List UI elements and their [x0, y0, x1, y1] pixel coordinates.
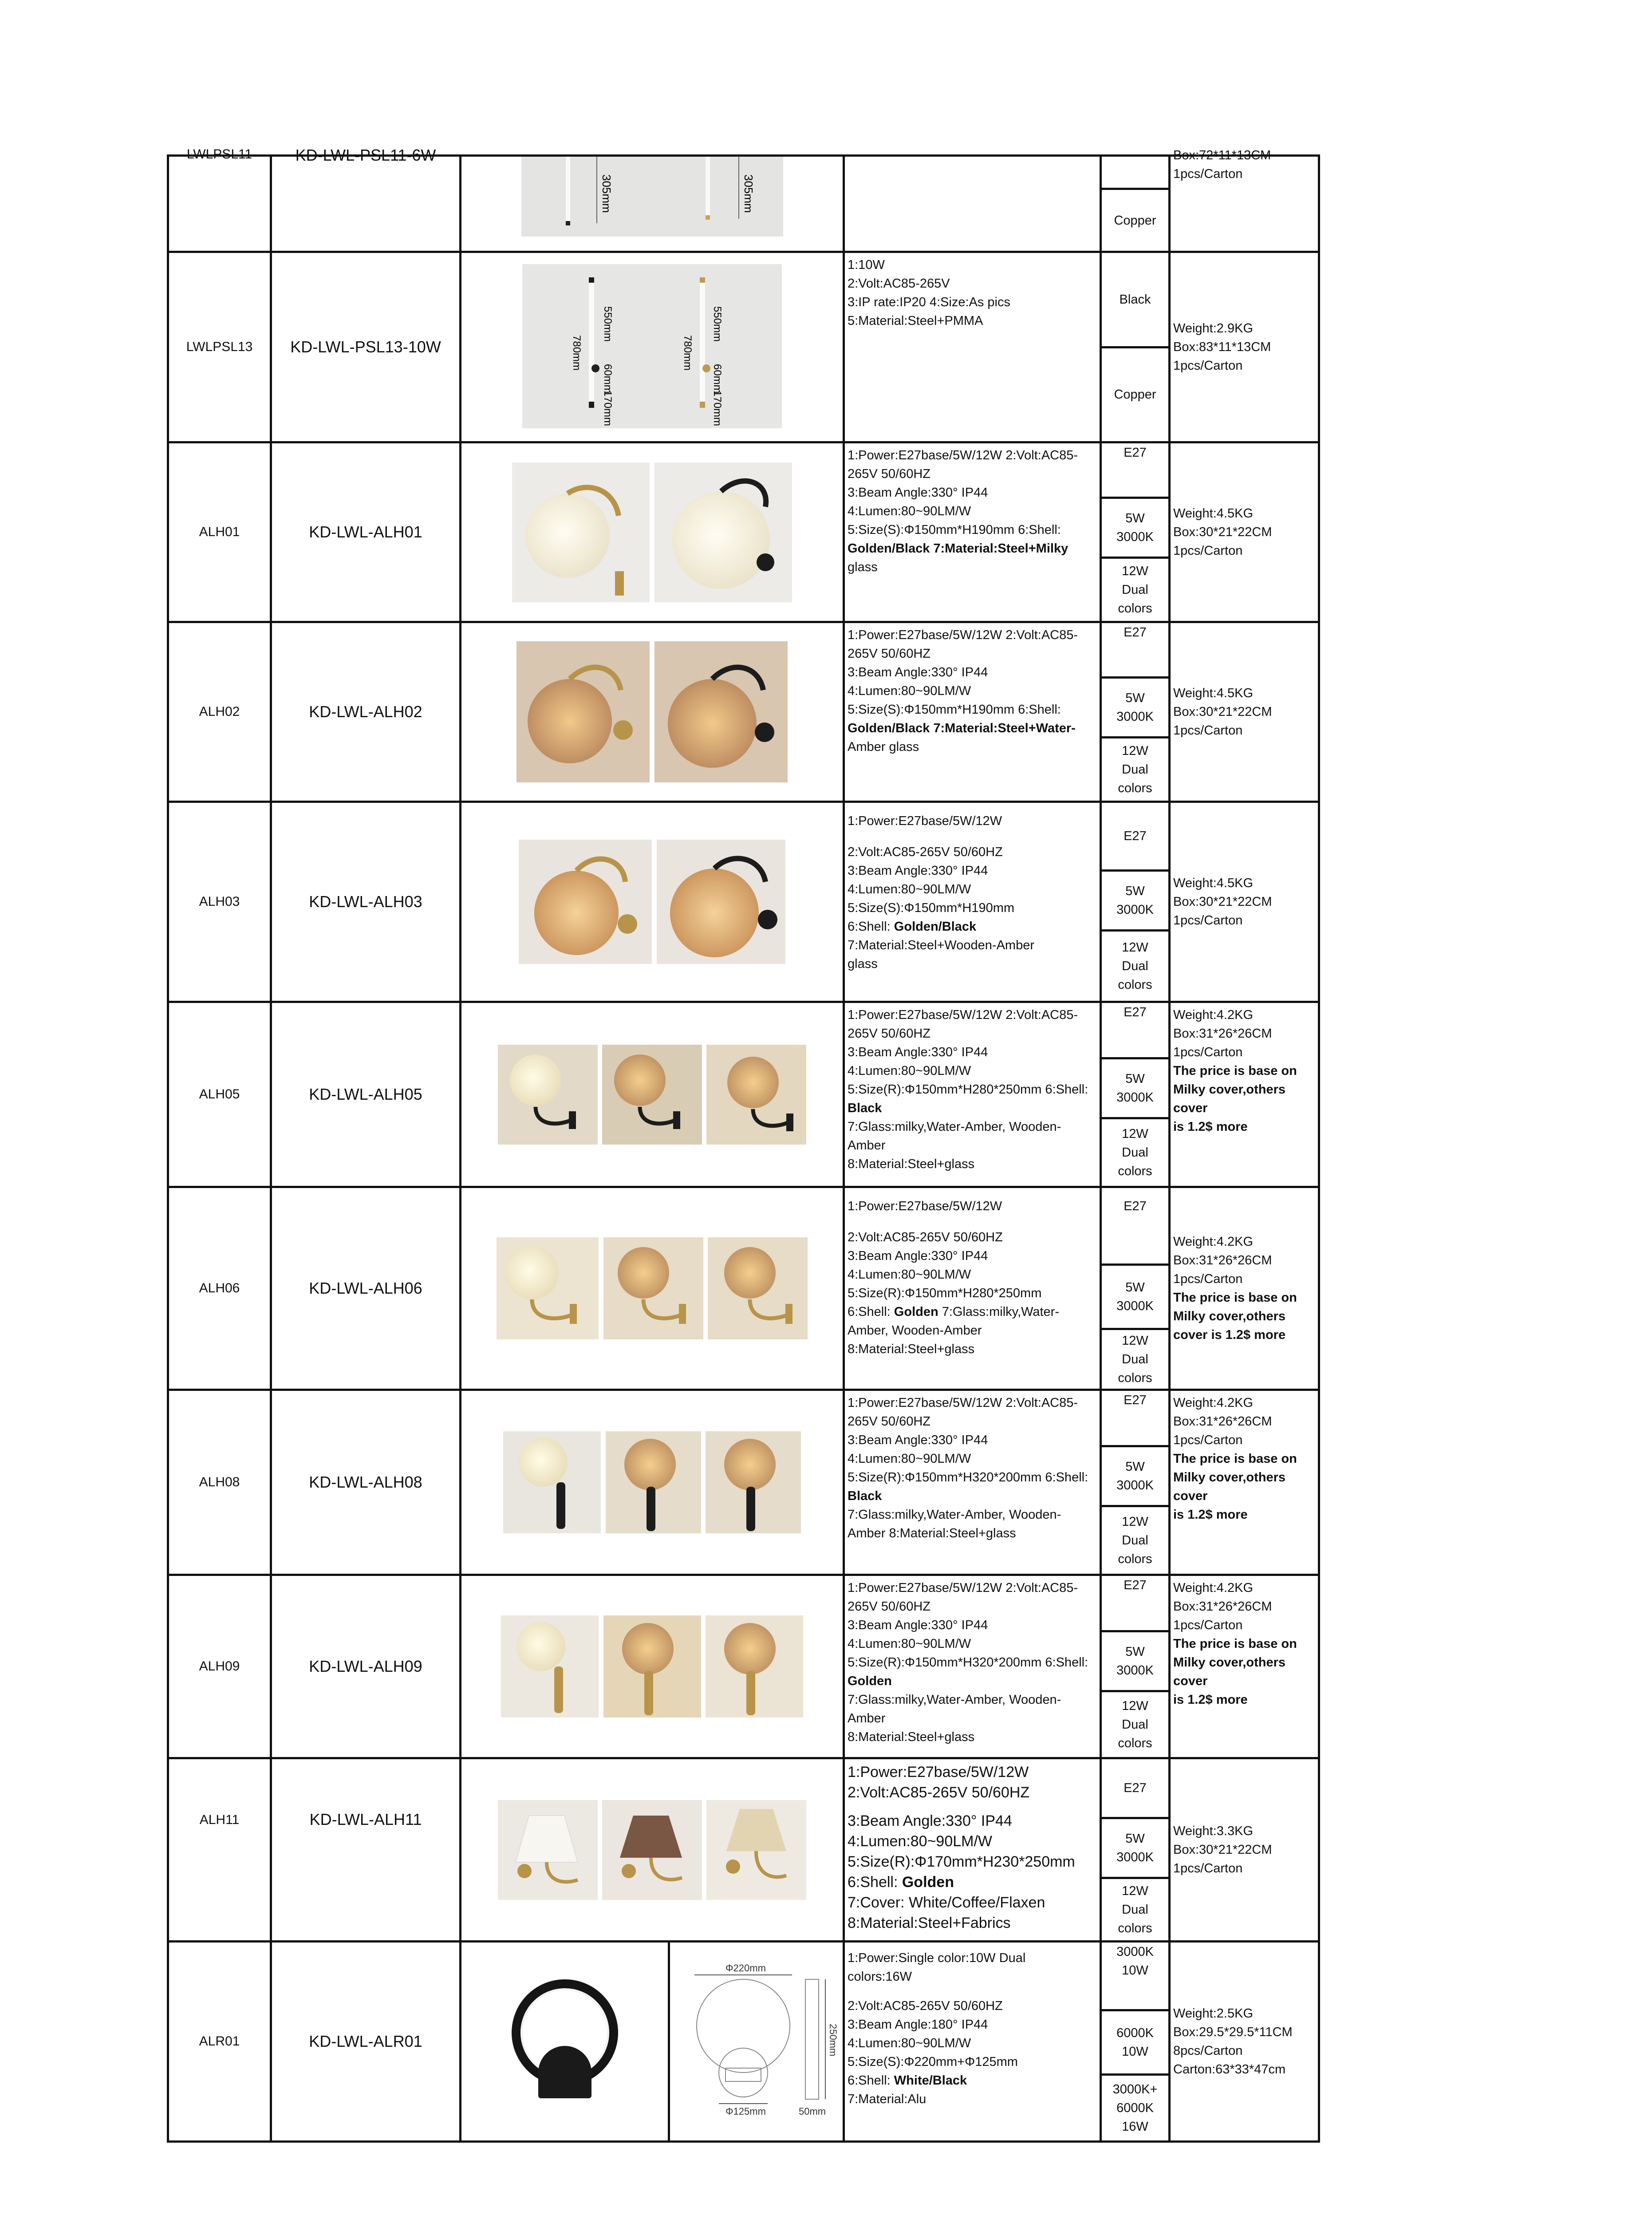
product-images [461, 1575, 844, 1758]
variant-cell: E27 [1102, 623, 1168, 679]
spec-line: 4:Lumen:80~90LM/W [848, 2036, 971, 2050]
product-row-lwlpsl13 [168, 252, 1319, 442]
packing-line: 1pcs/Carton [1173, 1861, 1243, 1875]
packing-line: Weight:4.2KG [1173, 1581, 1254, 1595]
product-specs [844, 1575, 1101, 1758]
spec-line: 1:Power:E27base/5W/12W 2:Volt:AC85- [848, 1396, 1078, 1410]
dimension-label: 250mm [827, 2024, 839, 2057]
dimension-label: 60mm [711, 363, 723, 394]
spec-line: 7:Material:Steel+Water- [930, 721, 1076, 735]
variant-cell: 12W Dual colors [1118, 744, 1152, 795]
spec-line [848, 1803, 1097, 1811]
variant-cell: 5W 3000K [1102, 1632, 1168, 1692]
product-row-alr01 [168, 1942, 1319, 2142]
variant-cell: 5W 3000K [1102, 1819, 1168, 1879]
spec-line: 3:Beam Angle:180° IP44 [848, 2018, 988, 2032]
packing-line: Carton:63*33*47cm [1173, 2062, 1286, 2077]
spec-bold: White/Black [894, 2073, 967, 2088]
product-model: KD-LWL-ALH06 [271, 1187, 461, 1390]
amber-globe-arm-lamp-photo [602, 1045, 702, 1145]
spec-line: 265V 50/60HZ [848, 1599, 931, 1614]
product-model-text: KD-LWL-PSL11-6W [295, 146, 436, 164]
price-note: Milky cover,others [1173, 1309, 1286, 1323]
product-specs [844, 1758, 1101, 1942]
spec-line: 265V 50/60HZ [848, 467, 931, 481]
product-code: LWLPSL13 [168, 252, 271, 442]
variant-cell: E27 [1102, 1188, 1168, 1266]
product-packing [1170, 1002, 1319, 1187]
spec-bold: Black [848, 1101, 882, 1115]
product-model: KD-LWL-ALH09 [271, 1575, 461, 1758]
packing-line: Weight:2.9KG [1173, 321, 1254, 336]
spec-line: 3:Beam Angle:330° IP44 [848, 1249, 988, 1263]
spec-line: 1:Power:E27base/5W/12W 2:Volt:AC85- [848, 1008, 1078, 1022]
packing-line: Box:31*26*26CM [1173, 1027, 1272, 1041]
variant-cell: E27 [1102, 1391, 1168, 1447]
product-images [461, 622, 844, 802]
spec-line: 4:Lumen:80~90LM/W [848, 882, 971, 896]
product-code: ALR01 [168, 1942, 271, 2142]
spec-line [848, 830, 1097, 843]
variant-cell: Copper [1114, 387, 1156, 402]
spec-line: 2:Volt:AC85-265V 50/60HZ [848, 1999, 1003, 2013]
spec-line: 6:Shell: [848, 2073, 894, 2088]
spec-line: 2:Volt:AC85-265V 50/60HZ [848, 1230, 1003, 1244]
product-code: ALH01 [168, 442, 271, 622]
spec-line: 8:Material:Steel+Fabrics [848, 1915, 1011, 1931]
product-images [461, 252, 844, 442]
product-images [461, 1002, 844, 1187]
packing-line: 1pcs/Carton [1173, 1618, 1243, 1632]
packing-line: Box:72*11*13CM [1173, 148, 1271, 162]
price-note: Milky cover,others cover [1173, 1655, 1286, 1688]
packing-line: Weight:4.2KG [1173, 1396, 1254, 1410]
spec-bold: Golden/Black [848, 721, 930, 735]
product-packing [1170, 1575, 1319, 1758]
product-catalog-table [167, 146, 1320, 2143]
spec-line: 3:Beam Angle:330° IP44 [848, 864, 988, 878]
product-packing [1170, 622, 1319, 802]
price-note: is 1.2$ more [1173, 1693, 1248, 1707]
product-specs [844, 156, 1101, 252]
spec-line: 5:Size(R):Φ170mm*H230*250mm [848, 1853, 1075, 1870]
amber-globe-golden-stem-lamp-photo [706, 1615, 803, 1718]
spec-line: 7:Material:Steel+Wooden-Amber [848, 938, 1034, 952]
spec-line: 8:Material:Steel+glass [848, 1730, 975, 1744]
spec-line: 1:10W [848, 258, 885, 272]
spec-line: 2:Volt:AC85-265V [848, 276, 950, 291]
spec-line: 5:Size(R):Φ150mm*H280*250mm 6:Shell: [848, 1082, 1088, 1097]
variant-cell: 3000K+ 6000K 16W [1112, 2082, 1158, 2134]
amber-globe-golden-arm-lamp-photo [708, 1237, 808, 1339]
packing-line: Box:30*21*22CM [1173, 525, 1272, 539]
variant-cell: 6000K 10W [1102, 2011, 1168, 2076]
spec-bold: Golden [848, 1674, 892, 1688]
dimension-label: 780mm [571, 335, 583, 371]
product-variants [1101, 1002, 1170, 1187]
spec-line: 3:Beam Angle:330° IP44 [848, 665, 988, 679]
spec-line: 5:Size(S):Φ150mm*H190mm [848, 901, 1015, 915]
spec-line: 8:Material:Steel+glass [848, 1157, 975, 1171]
product-variants [1101, 622, 1170, 802]
variant-cell: 12W Dual colors [1118, 940, 1152, 992]
product-code: ALH05 [168, 1002, 271, 1187]
variant-cell: E27 [1102, 1003, 1168, 1059]
product-row-alh08 [168, 1390, 1319, 1575]
milky-globe-golden-arm-lamp-photo [497, 1237, 599, 1339]
dimension-label: Φ125mm [725, 2106, 766, 2117]
product-code [168, 147, 271, 252]
variant-cell: 12W Dual colors [1118, 1334, 1152, 1385]
dimension-label: Φ220mm [725, 1962, 766, 1974]
product-images [461, 1942, 844, 2142]
dimension-label: 170mm [602, 390, 614, 426]
milky-globe-golden-stem-lamp-photo [501, 1615, 599, 1718]
spec-line: 1:Power:E27base/5W/12W 2:Volt:AC85- [848, 448, 1078, 462]
wooden-amber-globe-wall-lamp-black-photo [657, 840, 785, 964]
packing-line: Box:31*26*26CM [1173, 1599, 1272, 1614]
spec-line: 5:Size(S):Φ150mm*H190mm 6:Shell: [848, 523, 1061, 537]
dimension-label: 780mm [682, 335, 694, 371]
variant-cell: 12W Dual colors [1118, 564, 1152, 616]
spec-line: 1:Power:E27base/5W/12W [848, 1199, 1002, 1213]
variant-cell: Copper [1114, 213, 1156, 228]
spec-line: 265V 50/60HZ [848, 647, 931, 661]
product-packing [1170, 148, 1319, 252]
spec-line: 7:Glass:milky,Water-Amber, Wooden- [848, 1508, 1061, 1522]
dimension-label: 60mm [602, 363, 614, 394]
amber-globe-golden-arm-lamp-photo [603, 1237, 703, 1339]
variant-cell: E27 [1102, 443, 1168, 499]
product-packing [1170, 1942, 1319, 2142]
variant-cell: 3000K 10W [1102, 1943, 1168, 2011]
product-specs [844, 1942, 1101, 2142]
product-code-text: LWLPSL11 [186, 147, 252, 162]
product-model: KD-LWL-ALH03 [271, 802, 461, 1002]
packing-line: Weight:2.5KG [1173, 2006, 1254, 2021]
product-model: KD-LWL-ALH05 [271, 1002, 461, 1187]
product-variants [1101, 1758, 1170, 1942]
spec-line: 6:Shell: [848, 1874, 902, 1891]
dimension-label: 50mm [798, 2106, 826, 2117]
packing-line: 1pcs/Carton [1173, 167, 1243, 181]
packing-line: Box:30*21*22CM [1173, 1843, 1272, 1857]
product-packing [1170, 252, 1319, 442]
spec-line: glass [848, 560, 878, 574]
product-model: KD-LWL-ALH02 [271, 622, 461, 802]
packing-line: Weight:4.5KG [1173, 686, 1254, 700]
product-code: ALH09 [168, 1575, 271, 1758]
spec-line: Amber 8:Material:Steel+glass [848, 1526, 1016, 1540]
packing-line: Weight:4.5KG [1173, 876, 1254, 890]
dimension-label: 305mm [741, 174, 755, 213]
product-row-lwlpsl11 [168, 156, 1319, 252]
product-packing [1170, 1390, 1319, 1575]
spec-line [848, 1986, 1097, 1997]
spec-line: 5:Size(S):Φ220mm+Φ125mm [848, 2055, 1018, 2069]
variant-cell: 5W 3000K [1102, 499, 1168, 559]
spec-line: 5:Size(R):Φ150mm*H320*200mm 6:Shell: [848, 1470, 1088, 1485]
spec-line: 3:Beam Angle:330° IP44 [848, 486, 988, 500]
spec-line: 5:Size(S):Φ150mm*H190mm 6:Shell: [848, 703, 1061, 717]
amber-globe-wall-lamp-black-photo [654, 641, 788, 782]
dimension-label: 305mm [599, 174, 613, 213]
price-note: Milky cover,others cover [1173, 1082, 1286, 1115]
milky-globe-wall-lamp-golden-photo [512, 462, 650, 602]
packing-line: Box:31*26*26CM [1173, 1253, 1272, 1267]
spec-line: 3:Beam Angle:330° IP44 [848, 1618, 988, 1632]
product-variants [1101, 156, 1170, 252]
spec-line: 6:Shell: [848, 1305, 894, 1319]
spec-line: 7:Cover: White/Coffee/Flaxen [848, 1894, 1045, 1911]
milky-globe-black-stem-lamp-photo [503, 1431, 601, 1533]
spec-line: 4:Lumen:80~90LM/W [848, 1833, 993, 1850]
spec-line: 8:Material:Steel+glass [848, 1342, 975, 1356]
spec-line: 4:Lumen:80~90LM/W [848, 684, 971, 698]
product-row-alh02 [168, 622, 1319, 802]
product-code: ALH11 [168, 1758, 271, 1942]
spec-line: 4:Lumen:80~90LM/W [848, 504, 971, 518]
dimension-label: 550mm [602, 306, 614, 342]
price-note: The price is base on [1173, 1064, 1297, 1078]
spec-line: 2:Volt:AC85-265V 50/60HZ [848, 845, 1003, 859]
linear-wall-lamp-photo [521, 157, 783, 237]
variant-cell: E27 [1102, 803, 1168, 872]
product-row-alh01 [168, 442, 1319, 622]
spec-line: 7:Glass:milky,Water-Amber, Wooden- [848, 1120, 1061, 1134]
packing-line: Box:30*21*22CM [1173, 705, 1272, 719]
product-packing [1170, 1758, 1319, 1942]
spec-line: 265V 50/60HZ [848, 1027, 931, 1041]
spec-line: 3:IP rate:IP20 4:Size:As pics [848, 295, 1010, 309]
milky-globe-arm-lamp-photo [498, 1045, 598, 1145]
product-variants [1101, 1390, 1170, 1575]
amber-globe-black-stem-lamp-photo [706, 1431, 801, 1533]
packing-line: 1pcs/Carton [1173, 1272, 1243, 1286]
product-model: KD-LWL-ALR01 [271, 1942, 461, 2142]
product-images [461, 1187, 844, 1390]
spec-bold: Golden [902, 1874, 954, 1891]
product-specs [844, 1002, 1101, 1187]
spec-line: 1:Power:E27base/5W/12W [848, 814, 1002, 828]
product-images [461, 156, 844, 252]
spec-bold: Golden/Black [894, 920, 977, 934]
packing-line: 1pcs/Carton [1173, 544, 1243, 558]
spec-line: colors:16W [848, 1970, 912, 1984]
product-code: ALH03 [168, 802, 271, 1002]
price-note: The price is base on [1173, 1637, 1297, 1651]
packing-line: Box:30*21*22CM [1173, 895, 1272, 909]
packing-line: 1pcs/Carton [1173, 359, 1243, 373]
variant-cell: 12W Dual colors [1118, 1884, 1152, 1935]
product-code: ALH06 [168, 1187, 271, 1390]
spec-line: 5:Size(R):Φ150mm*H280*250mm [848, 1286, 1042, 1300]
packing-line: 1pcs/Carton [1173, 913, 1243, 928]
variant-cell: E27 [1102, 1759, 1168, 1819]
spec-line: 2:Volt:AC85-265V 50/60HZ [848, 1784, 1030, 1801]
price-note: The price is base on [1173, 1291, 1297, 1305]
product-model: KD-LWL-ALH11 [271, 1758, 461, 1942]
product-packing [1170, 442, 1319, 622]
packing-line: Weight:4.2KG [1173, 1008, 1254, 1022]
ring-wall-lamp-drawing [677, 1962, 839, 2121]
spec-line: Amber [848, 1711, 886, 1725]
product-specs [844, 1390, 1101, 1575]
linear-wall-lamp-photo [522, 264, 782, 428]
packing-line: 8pcs/Carton [1173, 2044, 1243, 2058]
spec-line: 4:Lumen:80~90LM/W [848, 1267, 971, 1282]
product-packing [1170, 1187, 1319, 1390]
product-specs [844, 252, 1101, 442]
spec-line: Amber [848, 1138, 886, 1153]
product-variants [1101, 1575, 1170, 1758]
spec-line: 6:Shell: [848, 920, 894, 934]
spec-line: 1:Power:E27base/5W/12W [848, 1764, 1029, 1781]
product-variants [1101, 802, 1170, 1002]
product-code: ALH02 [168, 622, 271, 802]
product-images [461, 1758, 844, 1942]
spec-line: 3:Beam Angle:330° IP44 [848, 1433, 988, 1447]
dimension-label: 550mm [711, 306, 723, 342]
product-code: ALH08 [168, 1390, 271, 1575]
amber-globe-black-stem-lamp-photo [606, 1431, 701, 1533]
variant-cell: 12W Dual colors [1118, 1127, 1152, 1178]
variant-cell: Black [1102, 253, 1168, 348]
product-row-alh03 [168, 802, 1319, 1002]
product-row-alh06 [168, 1187, 1319, 1390]
amber-globe-wall-lamp-golden-photo [516, 641, 650, 782]
spec-bold: Golden [894, 1305, 938, 1319]
product-variants [1101, 442, 1170, 622]
price-note: is 1.2$ more [1173, 1508, 1248, 1522]
spec-line: 7:Material:Steel+Milky [930, 541, 1068, 556]
packing-line: Box:29.5*29.5*11CM [1173, 2025, 1293, 2039]
spec-line: 4:Lumen:80~90LM/W [848, 1637, 971, 1651]
variant-cell: E27 [1102, 1576, 1168, 1632]
spec-line: 4:Lumen:80~90LM/W [848, 1064, 971, 1078]
dimension-label: 170mm [711, 390, 723, 426]
price-note: Milky cover,others cover [1173, 1470, 1286, 1503]
product-variants [1101, 1187, 1170, 1390]
product-row-alh11 [168, 1758, 1319, 1942]
product-row-alh09 [168, 1575, 1319, 1758]
spec-line: 1:Power:Single color:10W Dual [848, 1951, 1026, 1965]
packing-line: 1pcs/Carton [1173, 1433, 1243, 1447]
spec-line: 265V 50/60HZ [848, 1414, 931, 1429]
packing-line: Box:83*11*13CM [1173, 340, 1271, 354]
product-specs [844, 442, 1101, 622]
ring-wall-lamp-photo [507, 1970, 623, 2112]
price-note: cover is 1.2$ more [1173, 1328, 1286, 1342]
product-variants [1101, 1942, 1170, 2142]
amber-globe-arm-lamp-photo [706, 1045, 806, 1145]
packing-line: 1pcs/Carton [1173, 1045, 1243, 1059]
product-specs [844, 622, 1101, 802]
wooden-amber-globe-wall-lamp-golden-photo [519, 840, 652, 964]
packing-line: Weight:3.3KG [1173, 1824, 1254, 1838]
product-model: KD-LWL-ALH01 [271, 442, 461, 622]
product-images [461, 1390, 844, 1575]
spec-line: 4:Lumen:80~90LM/W [848, 1452, 971, 1466]
price-note: The price is base on [1173, 1452, 1297, 1466]
variant-cell: 5W 3000K [1102, 1266, 1168, 1330]
packing-line: 1pcs/Carton [1173, 723, 1243, 738]
coffee-shade-wall-lamp-photo [602, 1800, 702, 1900]
white-shade-wall-lamp-photo [498, 1800, 598, 1900]
variant-cell: 5W 3000K [1102, 679, 1168, 738]
spec-line: 7:Glass:milky,Water-Amber, Wooden- [848, 1693, 1061, 1707]
spec-line: 5:Material:Steel+PMMA [848, 314, 983, 328]
price-note: is 1.2$ more [1173, 1120, 1248, 1134]
spec-line: Amber, Wooden-Amber [848, 1323, 982, 1338]
product-images [461, 802, 844, 1002]
product-specs [844, 1187, 1101, 1390]
variant-cell: 12W Dual colors [1118, 1515, 1152, 1566]
product-packing [1170, 802, 1319, 1002]
product-model: KD-LWL-ALH08 [271, 1390, 461, 1575]
product-row-alh05 [168, 1002, 1319, 1187]
spec-line: 5:Size(R):Φ150mm*H320*200mm 6:Shell: [848, 1655, 1088, 1670]
spec-bold: Golden/Black [848, 541, 930, 556]
product-variants [1101, 252, 1170, 442]
spec-bold: Black [848, 1489, 882, 1503]
spec-line: 1:Power:E27base/5W/12W 2:Volt:AC85- [848, 1581, 1078, 1595]
product-specs [844, 802, 1101, 1002]
packing-line: Weight:4.5KG [1173, 506, 1254, 521]
spec-line: 3:Beam Angle:330° IP44 [848, 1812, 1012, 1829]
packing-line: Weight:4.2KG [1173, 1235, 1254, 1249]
variant-cell: 5W 3000K [1102, 872, 1168, 932]
spec-line: 3:Beam Angle:330° IP44 [848, 1045, 988, 1059]
packing-line: Box:31*26*26CM [1173, 1414, 1272, 1429]
spec-line: 7:Glass:milky,Water- [938, 1305, 1059, 1319]
flaxen-shade-wall-lamp-photo [706, 1800, 806, 1900]
product-model [271, 146, 461, 252]
product-images [461, 442, 844, 622]
spec-line: 7:Material:Alu [848, 2092, 927, 2106]
spec-line: Amber glass [848, 740, 919, 754]
amber-globe-golden-stem-lamp-photo [603, 1615, 701, 1718]
variant-cell: 5W 3000K [1102, 1447, 1168, 1507]
milky-globe-wall-lamp-black-photo [654, 462, 792, 602]
spec-line: 1:Power:E27base/5W/12W 2:Volt:AC85- [848, 628, 1078, 642]
variant-cell [1102, 157, 1168, 190]
spec-line [848, 1216, 1097, 1228]
variant-cell: 5W 3000K [1102, 1059, 1168, 1119]
spec-line: glass [848, 957, 878, 971]
variant-cell: 12W Dual colors [1118, 1699, 1152, 1750]
product-model: KD-LWL-PSL13-10W [271, 252, 461, 442]
